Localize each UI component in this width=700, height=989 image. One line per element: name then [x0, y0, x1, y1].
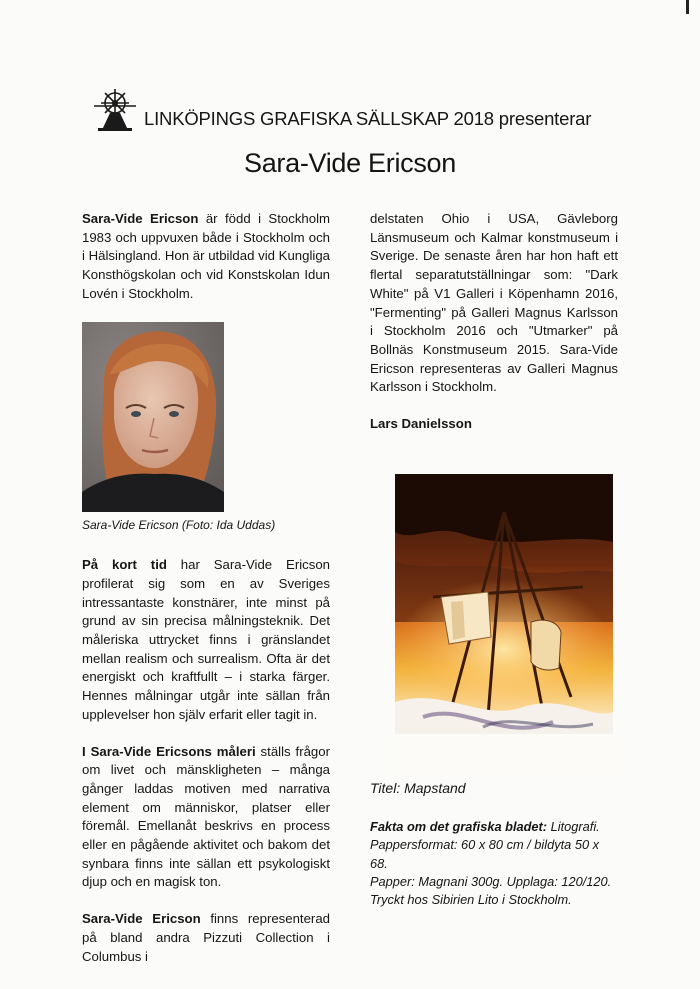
profile-paragraph [82, 556, 330, 724]
portrait-caption: Sara-Vide Ericson (Foto: Ida Uddas) [82, 517, 276, 532]
facts-line-technique [370, 818, 620, 836]
mapstand-lithograph [393, 472, 615, 775]
left-column [82, 210, 330, 984]
right-column [370, 210, 618, 452]
printing-press-logo-icon [92, 86, 138, 132]
intro-paragraph [82, 210, 330, 304]
author-signature: Lars Danielsson [370, 416, 472, 432]
intro-lead: Sara-Vide Ericson [82, 211, 199, 226]
page-header [92, 86, 612, 132]
intro-text: är född i Stockholm 1983 och uppvuxen både i Stockholm och i Hälsingland. Hon är utbildad vid Kungliga Konsthögskolan och vid Konstskolan Idun Lovén i Stockholm. [82, 211, 330, 301]
artist-title: Sara-Vide Ericson [243, 148, 456, 178]
collections-lead: Sara-Vide Ericson [82, 911, 201, 927]
continuation-paragraph: delstaten Ohio i USA, Gävleborg Länsmuseum och Kalmar konstmuseum i Sverige. De senaste åren har hon haft ett flertal separatutställningar som: "Dark White" på V1 Galleri i Köpenhamn 2016, "Fermenting" på Galleri Magnus Karlsson i Stockholm 2016 och "Utmarker" på Bollnäs Konstmuseum 2015. Sara-Vide Ericson representeras av Galleri Magnus Karlsson i Stockholm. [370, 211, 618, 395]
collections-paragraph [82, 910, 330, 966]
artist-portrait-photo [82, 322, 224, 512]
facts-printed-by: Tryckt hos Sibirien Lito i Stockholm. [370, 892, 572, 908]
painting-text: ställs frågor om livet och mänskligheten – många gånger laddas motiven med narrativa element om människor, platser eller föremål. Emellanåt beskrivs en process eller en pågående aktivitet och bakom det synbara finns inte sällan ett psykologiskt djup och en magisk ton. [82, 743, 330, 890]
artwork-title: Titel: Mapstand [370, 780, 466, 796]
facts-technique: Litografi. [547, 819, 600, 834]
collections-text: finns representerad på bland andra Pizzuti Collection i Columbus i [82, 911, 330, 964]
facts-paper-format: Pappersformat: 60 x 80 cm / bildyta 50 x 68. [370, 837, 600, 871]
facts-label: Fakta om det grafiska bladet: [370, 819, 548, 834]
organization-heading: LINKÖPINGS GRAFISKA SÄLLSKAP 2018 presenterar [144, 108, 592, 129]
artwork-facts [370, 818, 620, 909]
profile-lead: På kort tid [82, 557, 167, 573]
facts-paper-edition: Papper: Magnani 300g. Upplaga: 120/120. [370, 873, 612, 889]
painting-paragraph [82, 743, 330, 893]
artwork-image [393, 472, 615, 775]
scan-corner-mark [686, 0, 689, 14]
painting-lead: I Sara-Vide Ericsons måleri [82, 743, 256, 759]
profile-text: har Sara-Vide Ericson profilerat sig som en av Sveriges intressantaste konstnärer, inte minst på grund av sin precisa målningsteknik. Det måleriska uttrycket finns i gränslandet mellan realism och surrealism. Ofta är det energiskt och kraftfullt – i starka färger. Hennes målningar utgår inte sällan från upplevelser hon själv erfarit eller tagit in. [82, 557, 330, 722]
